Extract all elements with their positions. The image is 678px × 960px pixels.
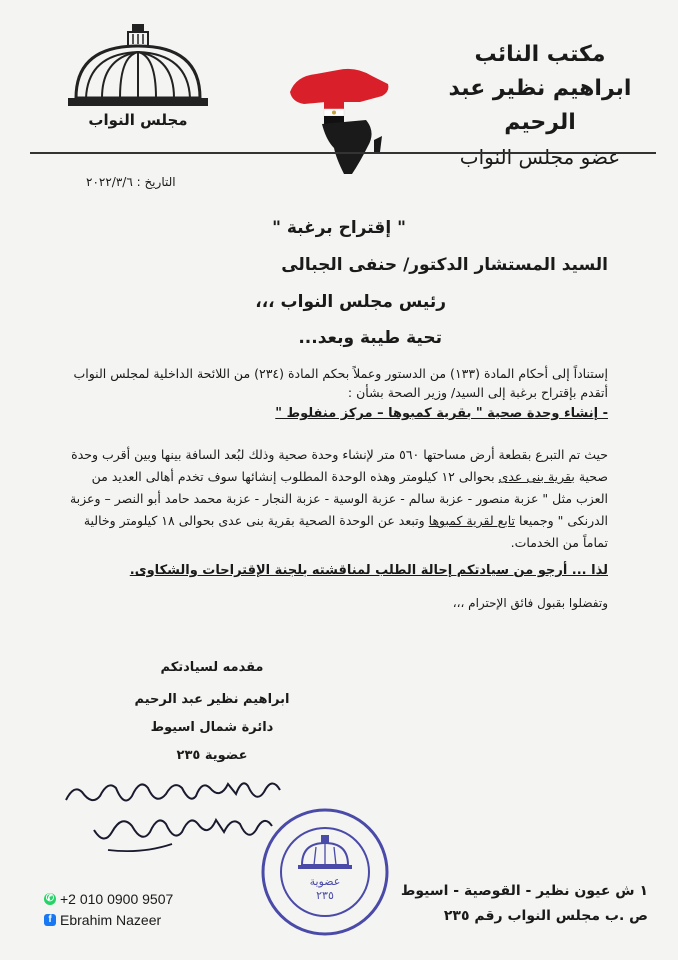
- p3-text-c: وتبعد عن الوحدة الصحية بقرية بنى عدى بحوالى ١٨ كيلومتر وخالية تماماً من الخدمات.: [83, 513, 608, 550]
- date: التاريخ : ٢٠٢٢/٣/٦: [86, 175, 176, 189]
- footer-phone: [44, 891, 173, 907]
- parliament-logo: [62, 24, 214, 139]
- signature-name: ابراهيم نظير عبد الرحيم: [134, 692, 290, 707]
- logo-caption: مجلس النواب: [88, 111, 188, 129]
- recipient-line-1: السيد المستشار الدكتور/ حنفى الجبالى: [281, 255, 608, 275]
- mp-name: ابراهيم نظير عبد الرحيم: [448, 76, 632, 135]
- body-paragraph-1: إستناداً إلى أحكام المادة (١٣٣) من الدستور وعملاً بحكم المادة (٢٣٤) من اللائحة الداخلية لمجلس النواب أتقدم بإقتراح برغبة إلى السيد/ وزير الصحة بشأن :: [73, 366, 608, 400]
- footer-address-2: ص .ب مجلس النواب رقم ٢٣٥: [443, 908, 648, 924]
- header-divider: [30, 152, 656, 154]
- facebook-name: Ebrahim Nazeer: [60, 912, 162, 928]
- greeting: تحية طيبة وبعد...: [298, 328, 442, 348]
- body-paragraph-4: [68, 561, 608, 580]
- p3-text-b: بحوالى ١٢ كيلومتر وهذه الوحدة المطلوب إنشائها سوف تخدم أهالى العديد من العزب مثل " عزبة منصور - عزبة سالم - عزبة الوسية - عزبة النجار - عزبة محمد حامد أبو النصر – وعزبة الدرنكى " وجميعا: [69, 469, 608, 528]
- seal-number: ٢٣٥: [316, 889, 334, 902]
- closing-line: وتفضلوا بقبول فائق الإحترام ،،،: [452, 596, 608, 610]
- p3-text-a: حيث تم التبرع بقطعة أرض مساحتها ٥٦٠ متر لإنشاء وحدة صحية وذلك لبُعد السافة بينها وبين أقرب وحدة صحية: [71, 447, 608, 484]
- footer-address-1: ١ ش عيون نظير - القوصية - اسيوط: [400, 883, 648, 899]
- signature-submitted: مقدمه لسيادتكم: [160, 660, 264, 675]
- recipient-line-2: رئيس مجلس النواب ،،،: [255, 292, 446, 312]
- signature-membership: عضوية ٢٣٥: [176, 748, 248, 763]
- handwritten-signature: [52, 770, 292, 860]
- dome-icon: [62, 24, 214, 112]
- p3-underline-1: بقرية بنى عدى: [498, 469, 575, 484]
- arab-map-icon: [286, 62, 392, 180]
- member-title: عضو مجلس النواب: [459, 145, 621, 169]
- signature-district: دائرة شمال اسيوط: [150, 720, 274, 735]
- subject-title: " إقتراح برغبة ": [272, 218, 406, 238]
- facebook-icon: f: [44, 914, 56, 926]
- official-seal: [258, 805, 393, 940]
- office-title: مكتب النائب: [474, 42, 606, 67]
- p3-underline-2: تابع لقرية كمبوها: [428, 513, 516, 528]
- proposal-heading: - إنشاء وحدة صحية " بقرية كمبوها – مركز منفلوط ": [275, 406, 608, 421]
- whatsapp-icon: ✆: [45, 893, 55, 904]
- footer-facebook: [44, 912, 161, 928]
- request-line: لذا ... أرجو من سيادتكم إحالة الطلب لمناقشته بلجنة الإقتراحات والشكاوى.: [129, 563, 608, 578]
- body-paragraph-2: [68, 404, 608, 423]
- body-paragraph-3: [68, 444, 608, 554]
- seal-text: عضوية: [309, 875, 341, 888]
- phone-number: +2 010 0900 9507: [60, 891, 174, 907]
